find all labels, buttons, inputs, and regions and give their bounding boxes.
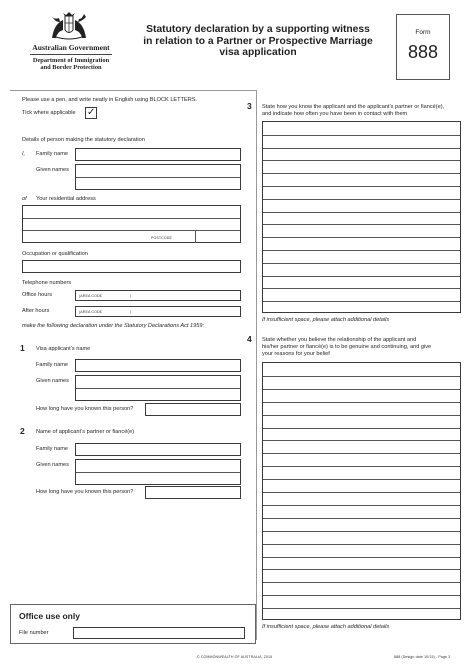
q2-given-names-field[interactable] bbox=[75, 459, 241, 485]
answer-writing-line bbox=[263, 135, 460, 136]
copyright-text: © COMMONWEALTH OF AUSTRALIA, 2015 bbox=[197, 655, 273, 659]
occupation-label: Occupation or qualification bbox=[22, 251, 88, 257]
question-4-number: 4 bbox=[247, 334, 252, 344]
family-name-label: Family name bbox=[36, 151, 69, 157]
answer-writing-line bbox=[263, 492, 460, 493]
question-4-text-line3: your reasons for your belief bbox=[262, 351, 330, 357]
given-names-row-divider bbox=[76, 472, 240, 473]
form-number: 888 bbox=[407, 42, 439, 62]
q2-family-name-label: Family name bbox=[36, 446, 69, 452]
answer-writing-line bbox=[263, 415, 460, 416]
given-names-label: Given names bbox=[36, 167, 69, 173]
answer-writing-line bbox=[263, 186, 460, 187]
page-info: 888 (Design date 10/15) - Page 3 bbox=[394, 655, 451, 659]
answer-writing-line bbox=[263, 376, 460, 377]
q2-given-names-label: Given names bbox=[36, 462, 69, 468]
tick-label: Tick where applicable bbox=[22, 110, 76, 116]
form-title-line1: Statutory declaration by a supporting witness bbox=[146, 24, 370, 35]
government-name: Australian Government bbox=[32, 43, 110, 52]
office-use-box bbox=[10, 604, 256, 644]
answer-writing-line bbox=[263, 479, 460, 480]
q2-family-name-field[interactable] bbox=[75, 443, 241, 456]
area-code-hint: (AREA CODE bbox=[79, 294, 103, 298]
q1-given-names-label: Given names bbox=[36, 378, 69, 384]
answer-writing-line bbox=[263, 595, 460, 596]
declaration-text: make the following declaration under the Statutory Declarations Act 1959: bbox=[22, 323, 205, 329]
residential-address-label: Your residential address bbox=[36, 196, 96, 202]
answer-writing-line bbox=[263, 557, 460, 558]
q3-answer-box[interactable] bbox=[262, 121, 461, 313]
answer-writing-line bbox=[263, 531, 460, 532]
q1-family-name-label: Family name bbox=[36, 362, 69, 368]
answer-writing-line bbox=[263, 212, 460, 213]
q4-note: If insufficient space, please attach additional details bbox=[262, 624, 390, 630]
prefix-i: I, bbox=[22, 151, 26, 157]
answer-writing-line bbox=[263, 440, 460, 441]
column-divider bbox=[256, 90, 257, 640]
postcode-divider bbox=[195, 230, 196, 243]
address-row-divider bbox=[23, 230, 240, 231]
answer-writing-line bbox=[263, 237, 460, 238]
answer-writing-line bbox=[263, 148, 460, 149]
answer-writing-line bbox=[263, 288, 460, 289]
given-names-row-divider bbox=[76, 388, 240, 389]
intro-text: Please use a pen, and write neatly in English using BLOCK LETTERS. bbox=[22, 97, 198, 103]
q2-known-label: How long have you known this person? bbox=[36, 489, 134, 495]
answer-writing-line bbox=[263, 428, 460, 429]
family-name-field[interactable] bbox=[75, 148, 241, 161]
answer-writing-line bbox=[263, 582, 460, 583]
answer-writing-line bbox=[263, 453, 460, 454]
answer-writing-line bbox=[263, 276, 460, 277]
area-code-close: ) bbox=[130, 294, 132, 298]
answer-writing-line bbox=[263, 402, 460, 403]
question-1-label: Visa applicant’s name bbox=[36, 346, 91, 352]
question-2-label: Name of applicant’s partner or fiancé(e) bbox=[36, 429, 135, 435]
answer-writing-line bbox=[263, 250, 460, 251]
form-title-line3: visa application bbox=[219, 47, 297, 58]
answer-writing-line bbox=[263, 160, 460, 161]
q3-note: If insufficient space, please attach additional details bbox=[262, 317, 390, 323]
q2-known-field[interactable] bbox=[145, 486, 241, 499]
answer-writing-line bbox=[263, 173, 460, 174]
given-names-row-divider bbox=[76, 177, 240, 178]
answer-writing-line bbox=[263, 569, 460, 570]
tick-checkbox[interactable] bbox=[85, 107, 97, 119]
office-hours-field[interactable] bbox=[75, 290, 241, 301]
top-rule bbox=[10, 90, 256, 91]
q1-known-label: How long have you known this person? bbox=[36, 406, 134, 412]
form-title bbox=[142, 24, 374, 59]
question-4-text-line1: State whether you believe the relationship of the applicant and bbox=[262, 337, 417, 343]
question-2-number: 2 bbox=[20, 426, 25, 436]
q1-family-name-field[interactable] bbox=[75, 359, 241, 372]
question-4-text-line2: his/her partner or fiancé(e) is to be genuine and continuing, and give bbox=[262, 344, 432, 350]
answer-writing-line bbox=[263, 301, 460, 302]
prefix-of: of bbox=[22, 196, 27, 202]
after-hours-field[interactable] bbox=[75, 306, 241, 317]
answer-writing-line bbox=[263, 263, 460, 264]
form-number-box bbox=[396, 14, 450, 80]
answer-writing-line bbox=[263, 389, 460, 390]
area-code-hint: (AREA CODE bbox=[79, 310, 103, 314]
answer-writing-line bbox=[263, 199, 460, 200]
department-name-line1: Department of Immigration bbox=[32, 57, 110, 64]
answer-writing-line bbox=[263, 466, 460, 467]
coat-of-arms-icon bbox=[48, 10, 90, 42]
question-3-text-line2: and indicate how often you have been in contact with them bbox=[262, 111, 408, 117]
after-hours-label: After hours bbox=[22, 308, 50, 314]
file-number-field[interactable] bbox=[73, 627, 245, 639]
question-3-text-line1: State how you know the applicant and the applicant’s partner or fiancé(e), bbox=[262, 104, 445, 110]
answer-writing-line bbox=[263, 518, 460, 519]
postcode-hint: POSTCODE bbox=[151, 236, 172, 240]
form-label: Form bbox=[415, 29, 431, 36]
department-name-line2: and Border Protection bbox=[40, 64, 102, 71]
office-use-heading: Office use only bbox=[19, 611, 80, 621]
form-title-line2: in relation to a Partner or Prospective Marriage bbox=[143, 35, 373, 47]
file-number-label: File number bbox=[19, 630, 49, 636]
telephone-heading: Telephone numbers bbox=[22, 280, 72, 286]
answer-writing-line bbox=[263, 544, 460, 545]
q1-given-names-field[interactable] bbox=[75, 375, 241, 401]
occupation-field[interactable] bbox=[22, 260, 241, 273]
residential-address-field[interactable] bbox=[22, 205, 241, 243]
header-divider bbox=[30, 54, 112, 55]
given-names-field[interactable] bbox=[75, 164, 241, 190]
area-code-close: ) bbox=[130, 310, 132, 314]
question-3-number: 3 bbox=[247, 101, 252, 111]
question-1-number: 1 bbox=[20, 343, 25, 353]
office-hours-label: Office hours bbox=[22, 292, 53, 298]
address-row-divider bbox=[23, 218, 240, 219]
answer-writing-line bbox=[263, 608, 460, 609]
details-heading: Details of person making the statutory declaration bbox=[22, 137, 145, 143]
answer-writing-line bbox=[263, 224, 460, 225]
q4-answer-box[interactable] bbox=[262, 362, 461, 620]
check-mark-icon: ✓ bbox=[87, 107, 96, 118]
q1-known-field[interactable] bbox=[145, 403, 241, 416]
answer-writing-line bbox=[263, 505, 460, 506]
